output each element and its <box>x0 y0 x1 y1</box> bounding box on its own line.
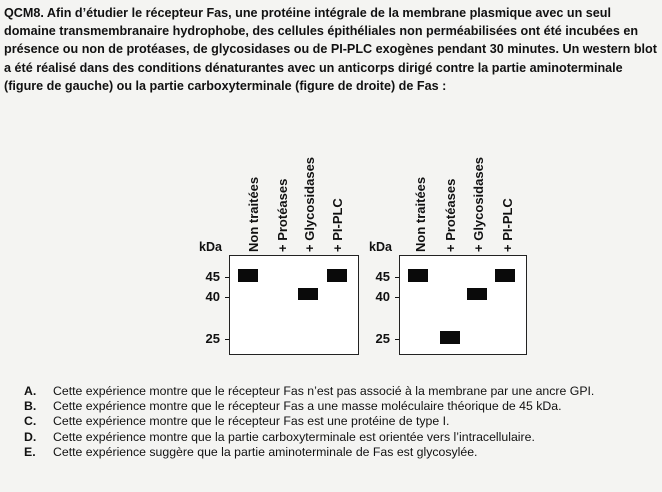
answer-d[interactable] <box>24 430 660 445</box>
answer-b[interactable] <box>24 399 660 414</box>
answer-text: Cette expérience montre que le récepteur Fas n’est pas associé à la membrane par une ancre GPI. <box>53 384 595 398</box>
kda-unit-label: kDa <box>199 240 222 254</box>
band-pi-plc-45 <box>495 269 515 282</box>
band-glycosidases-40 <box>467 288 487 300</box>
lane-label-pi-plc: + PI-PLC <box>500 198 515 252</box>
band-non-traitees-45 <box>408 269 428 282</box>
answer-letter: B. <box>24 399 37 414</box>
band-non-traitees-45 <box>238 269 258 282</box>
answer-list <box>24 384 660 460</box>
lane-label-proteases: + Protéases <box>275 178 290 252</box>
answer-text: Cette expérience montre que le récepteur Fas a une masse moléculaire théorique de 45 kDa. <box>53 399 562 414</box>
marker-40: 40 <box>205 289 220 304</box>
marker-25: 25 <box>375 331 390 346</box>
answer-letter: A. <box>24 384 37 398</box>
answer-letter: D. <box>24 429 37 444</box>
lane-label-non-traitees: Non traitées <box>246 176 261 252</box>
marker-25: 25 <box>205 331 220 346</box>
lane-label-glycosidases: + Glycosidases <box>471 156 486 252</box>
lane-label-non-traitees: Non traitées <box>413 176 428 252</box>
band-glycosidases-40 <box>298 288 318 300</box>
answer-text: Cette expérience montre que la partie carboxyterminale est orientée vers l’intracellulaire. <box>53 429 535 444</box>
marker-45: 45 <box>205 269 220 284</box>
kda-unit-label: kDa <box>369 240 392 254</box>
band-pi-plc-45 <box>327 269 347 282</box>
lane-label-glycosidases: + Glycosidases <box>302 156 317 252</box>
question-text: QCM8. Afin d’étudier le récepteur Fas, une protéine intégrale de la membrane plasmique avec un seul domaine transmembranaire hydrophobe, des cellules épithéliales non perméabilisées ont été incubées en présence ou non de protéases, de glycosidases ou de PI-PLC exogènes pendant 30 minutes. Un western blot a été réalisé dans des conditions dénaturantes avec un anticorps dirigé contre la partie aminoterminale (figure de gauche) ou la partie carboxyterminale (figure de droite) de Fas : <box>4 6 657 93</box>
band-proteases-25 <box>440 331 460 344</box>
answer-e[interactable] <box>24 445 660 460</box>
answer-text: Cette expérience montre que le récepteur Fas est une protéine de type I. <box>53 414 450 429</box>
answer-text: Cette expérience suggère que la partie aminoterminale de Fas est glycosylée. <box>53 444 478 459</box>
lane-label-proteases: + Protéases <box>443 178 458 252</box>
answer-a[interactable] <box>24 384 660 399</box>
answer-letter: C. <box>24 414 37 429</box>
marker-40: 40 <box>375 289 390 304</box>
answer-c[interactable] <box>24 414 660 429</box>
marker-45: 45 <box>375 269 390 284</box>
answer-letter: E. <box>24 444 36 459</box>
lane-label-pi-plc: + PI-PLC <box>330 198 345 252</box>
